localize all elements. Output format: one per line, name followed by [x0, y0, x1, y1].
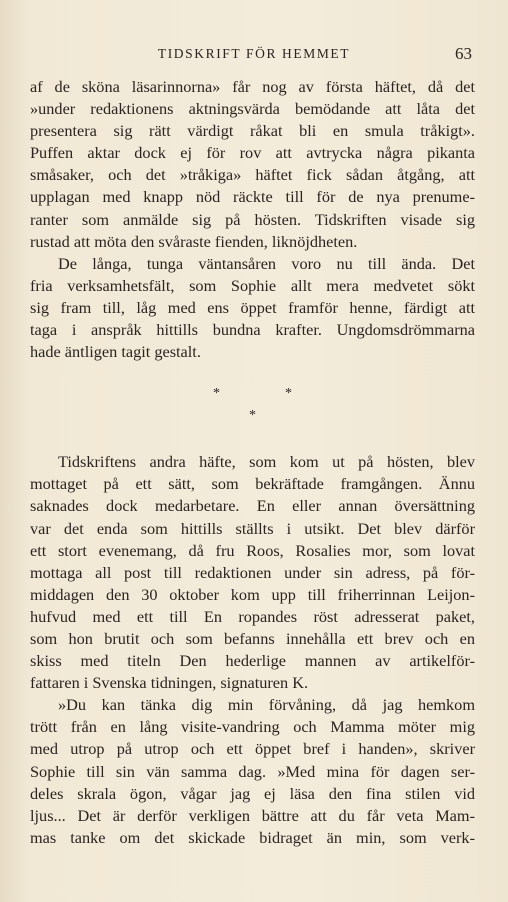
text-line: som hon brutit och som befanns innehålla ett brev och en	[30, 628, 475, 648]
paragraph-3	[30, 451, 475, 694]
asterism-divider	[30, 385, 475, 431]
text-line: mottaget på ett sätt, som bekräftade framgången. Ännu	[30, 474, 475, 494]
text-line: Tidskriftens andra häfte, som kom ut på hösten, blev	[58, 452, 475, 472]
text-line: rustad att möta den svåraste fienden, liknöjdheten.	[30, 231, 358, 251]
body-text	[30, 76, 475, 849]
text-line: mottaga all post till redaktionen under sin adress, på för-	[30, 562, 475, 582]
text-line: var det enda som hittills ställts i utsikt. Det blev därför	[30, 518, 475, 538]
text-line: fria verksamhetsfält, som Sophie allt mera medvetet sökt	[30, 275, 475, 295]
running-title: TIDSKRIFT FÖR HEMMET	[157, 46, 351, 61]
text-line: deles skrala ögon, vågar jag ej läsa den fina stilen vid	[30, 783, 475, 803]
text-line: hade äntligen tagit gestalt.	[30, 342, 201, 362]
text-line: fattaren i Svenska tidningen, signaturen K.	[30, 673, 309, 693]
text-line: presentera sig rätt värdigt råkat bli en smula tråkigt».	[30, 121, 475, 141]
text-line: mas tanke om det skickade bidraget än min, som verk-	[30, 827, 475, 847]
text-line: småsaker, och det »tråkiga» häftet fick sådan åtgång, att	[30, 165, 475, 185]
text-line: »under redaktionens aktningsvärda bemödande att låta det	[30, 99, 475, 119]
section-gap	[30, 431, 475, 451]
section-gap	[30, 363, 475, 385]
paragraph-1	[30, 76, 475, 253]
page-header	[0, 44, 508, 66]
text-line: middagen den 30 oktober kom upp till friherrinnan Leijon-	[30, 584, 475, 604]
text-line: hufvud med ett till En ropandes röst adresserat paket,	[30, 606, 475, 626]
text-line: ljus... Det är derför verkligen bättre att du får veta Mam-	[30, 805, 475, 825]
text-line: sig fram till, låg med ens öppet framför henne, färdigt att	[30, 297, 475, 317]
text-line: »Du kan tänka dig min förvåning, då jag hemkom	[58, 695, 475, 715]
text-line: upplagan med knapp nöd räckte till för de nya prenume-	[30, 187, 475, 207]
text-line: ranter som anmälde sig på hösten. Tidskriften visade sig	[30, 209, 475, 229]
asterisk: *	[249, 408, 256, 424]
page-number: 63	[455, 44, 472, 63]
asterisk: *	[213, 386, 220, 402]
text-line: Sophie till sin vän samma dag. »Med mina för dagen ser-	[30, 761, 475, 781]
text-line: trött från en lång visite-vandring och Mamma möter mig	[30, 717, 475, 737]
text-line: med utrop på utrop och ett öppet bref i handen», skriver	[30, 739, 475, 759]
text-line: ett stort evenemang, då fru Roos, Rosalies mor, som lovat	[30, 540, 475, 560]
asterisk: *	[285, 386, 292, 402]
text-line: af de sköna läsarinnorna» får nog av första häftet, då det	[30, 77, 475, 96]
text-line: skiss med titeln Den hederlige mannen av artikelför-	[30, 651, 475, 671]
paragraph-2	[30, 253, 475, 363]
text-line: De långa, tunga väntansåren voro nu till ända. Det	[58, 253, 475, 273]
paragraph-4	[30, 694, 475, 849]
text-line: taga i anspråk hittills bundna krafter. Ungdomsdrömmarna	[30, 320, 475, 340]
text-line: saknades dock medarbetare. En eller annan översättning	[30, 496, 475, 516]
text-line: Puffen aktar dock ej för rov att avtrycka några pikanta	[30, 143, 475, 163]
